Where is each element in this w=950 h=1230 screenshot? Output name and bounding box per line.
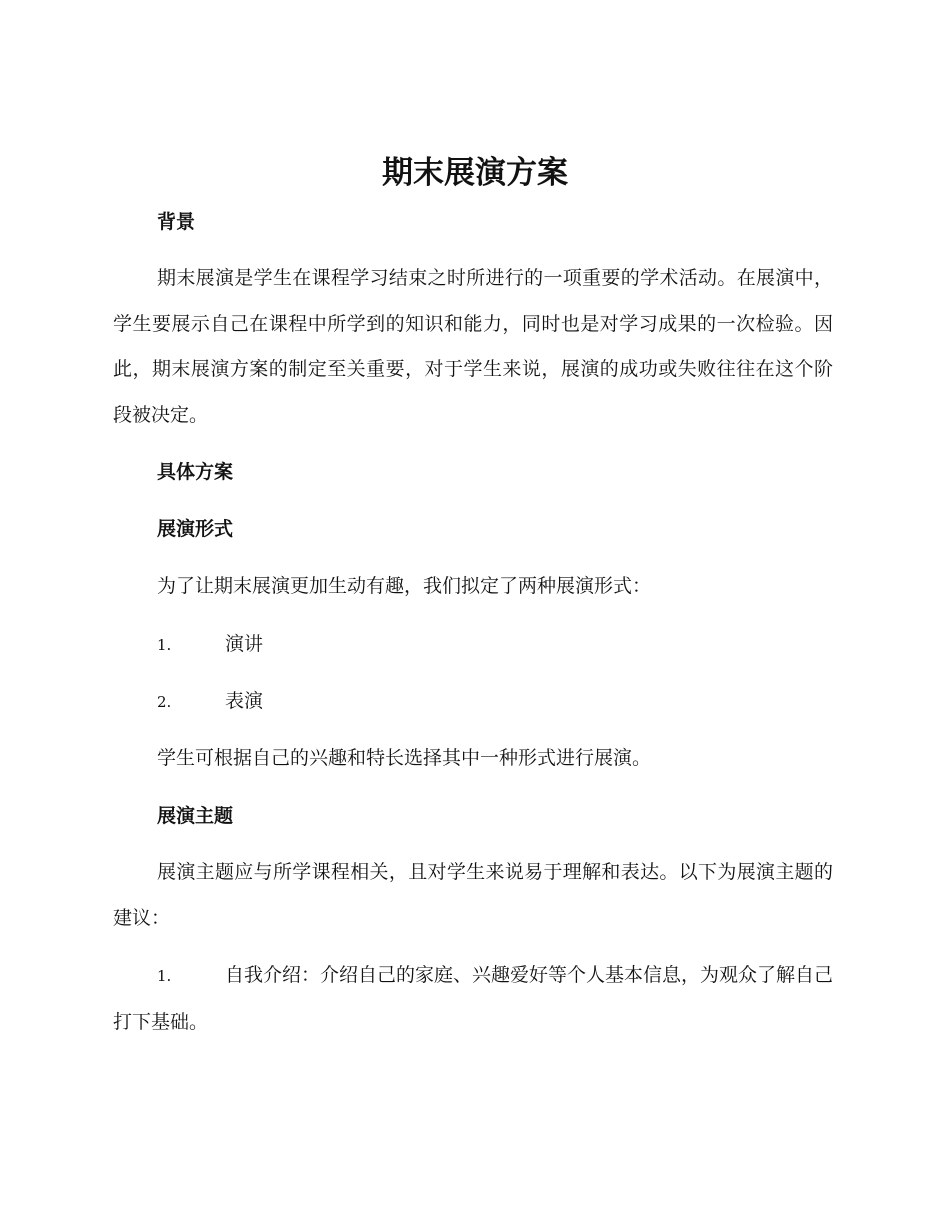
list-item <box>157 687 263 716</box>
heading-plan: 具体方案 <box>157 461 234 483</box>
list-item-text: 表演 <box>225 690 264 712</box>
heading-form: 展演形式 <box>157 518 234 540</box>
paragraph-form-note: 学生可根据自己的兴趣和特长选择其中一种形式进行展演。 <box>157 747 652 769</box>
heading-background: 背景 <box>157 211 196 233</box>
paragraph-form-intro: 为了让期末展演更加生动有趣，我们拟定了两种展演形式： <box>157 575 652 597</box>
list-item <box>157 630 263 659</box>
list-item-text: 演讲 <box>225 633 264 655</box>
paragraph-background: 期末展演是学生在课程学习结束之时所进行的一项重要的学术活动。在展演中，学生要展示自己在课程中所学到的知识和能力，同时也是对学习成果的一次检验。因此，期末展演方案的制定至关重要，对于学生来说，展演的成功或失败往往在这个阶段被决定。 <box>113 267 833 426</box>
list-item-text: 自我介绍：介绍自己的家庭、兴趣爱好等个人基本信息，为观众了解自己打下基础。 <box>113 964 834 1033</box>
list-item-number: 1. <box>157 967 172 985</box>
heading-theme: 展演主题 <box>157 805 234 827</box>
document-title: 期末展演方案 <box>382 155 568 191</box>
list-item-number: 2. <box>157 693 172 711</box>
list-item-number: 1. <box>157 636 172 654</box>
list-item <box>113 953 833 1045</box>
paragraph-theme-intro: 展演主题应与所学课程相关，且对学生来说易于理解和表达。以下为展演主题的建议： <box>113 861 833 929</box>
